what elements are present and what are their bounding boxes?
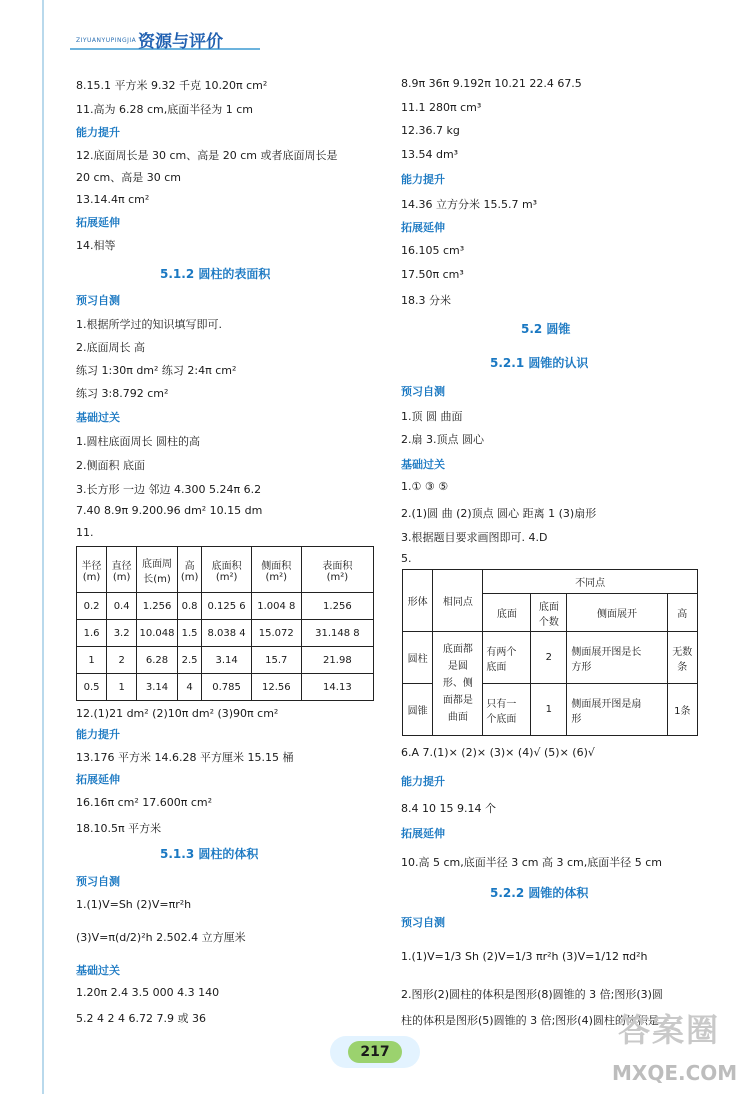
answer-line: 1.(1)V=1/3 Sh (2)V=1/3 πr²h (3)V=1/12 πd²h xyxy=(401,950,648,963)
section-label: 拓展延伸 xyxy=(76,773,120,786)
answer-line: 2.(1)圆 曲 (2)顶点 圆心 距离 1 (3)扇形 xyxy=(401,507,597,520)
table-cell: 15.072 xyxy=(251,620,301,647)
answer-line: 2.侧面积 底面 xyxy=(76,459,145,472)
table-cell: 0.8 xyxy=(177,593,202,620)
table-row xyxy=(77,593,374,620)
table-cell: 15.7 xyxy=(251,647,301,674)
table-cell: 0.4 xyxy=(107,593,137,620)
table-cell: 1.5 xyxy=(177,620,202,647)
answer-line: 练习 3:8.792 cm² xyxy=(76,387,169,400)
answer-line: 3.根据题目要求画图即可. 4.D xyxy=(401,531,548,544)
section-label: 拓展延伸 xyxy=(401,827,445,840)
section-label: 能力提升 xyxy=(401,173,445,186)
answer-line: 3.长方形 一边 邻边 4.300 5.24π 6.2 xyxy=(76,483,262,496)
answer-line: 14.相等 xyxy=(76,239,116,252)
section-label: 基础过关 xyxy=(76,411,120,424)
answer-line: 16.16π cm² 17.600π cm² xyxy=(76,796,213,809)
header-cell: 半径 (m) xyxy=(77,547,107,593)
section-label: 预习自测 xyxy=(76,875,120,888)
table-cell: 圆锥 xyxy=(403,684,433,736)
answer-line: 6.A 7.(1)× (2)× (3)× (4)√ (5)× (6)√ xyxy=(401,746,595,759)
header-cell: 直径 (m) xyxy=(107,547,137,593)
table-cell: 1.6 xyxy=(77,620,107,647)
table-cell: 1 xyxy=(107,674,137,701)
answer-line: 20 cm、高是 30 cm xyxy=(76,171,182,184)
answer-line: 11. xyxy=(76,526,94,539)
answer-line: 练习 1:30π dm² 练习 2:4π cm² xyxy=(76,364,237,377)
answer-line: 5.2 4 2 4 6.72 7.9 或 36 xyxy=(76,1012,206,1025)
answer-line: 13.176 平方米 14.6.28 平方厘米 15.15 桶 xyxy=(76,751,294,764)
answer-line: 2.图形(2)圆柱的体积是图形(8)圆锥的 3 倍;图形(3)圆 xyxy=(401,988,663,1001)
table-cell: 6.28 xyxy=(137,647,178,674)
header-cell: 底面 xyxy=(483,594,531,632)
table-cell: 0.785 xyxy=(202,674,251,701)
answer-line: 1.20π 2.4 3.5 000 4.3 140 xyxy=(76,986,220,999)
header-cell: 相同点 xyxy=(433,570,483,632)
table-cell: 3.14 xyxy=(137,674,178,701)
table-cell: 3.2 xyxy=(107,620,137,647)
section-heading: 5.2 圆锥 xyxy=(521,322,571,336)
table-cell: 1.256 xyxy=(301,593,373,620)
section-label: 能力提升 xyxy=(76,126,120,139)
page-number: 217 xyxy=(348,1041,402,1063)
table-cell: 1.256 xyxy=(137,593,178,620)
answer-line: 柱的体积是图形(5)圆锥的 3 倍;图形(4)圆柱的体积是 xyxy=(401,1014,659,1027)
answer-line: (3)V=π(d/2)²h 2.502.4 立方厘米 xyxy=(76,931,246,944)
answer-line: 8.9π 36π 9.192π 10.21 22.4 67.5 xyxy=(401,77,582,90)
answer-line: 18.3 分米 xyxy=(401,294,451,307)
table-row xyxy=(403,632,698,684)
subsection-heading: 5.1.3 圆柱的体积 xyxy=(160,847,259,861)
table-cell: 底面都 是圆 形、侧 面都是 曲面 xyxy=(433,632,483,736)
header-cell: 表面积 (m²) xyxy=(301,547,373,593)
answer-line: 14.36 立方分米 15.5.7 m³ xyxy=(401,198,538,211)
section-label: 预习自测 xyxy=(401,385,445,398)
section-label: 能力提升 xyxy=(76,728,120,741)
table-cell: 2 xyxy=(107,647,137,674)
header-cell: 高 (m) xyxy=(177,547,202,593)
table-cell: 1条 xyxy=(667,684,697,736)
header-cell: 高 xyxy=(667,594,697,632)
header-cell: 底面周 长(m) xyxy=(137,547,178,593)
answer-line: 11.1 280π cm³ xyxy=(401,101,482,114)
header-cell: 底面 个数 xyxy=(531,594,567,632)
answer-line: 1.① ③ ⑤ xyxy=(401,480,449,493)
table-row xyxy=(77,674,374,701)
margin-line xyxy=(42,0,44,1094)
table-cell: 1.004 8 xyxy=(251,593,301,620)
table-header-row xyxy=(77,547,374,593)
table-cell: 无数 条 xyxy=(667,632,697,684)
table-cell: 1 xyxy=(531,684,567,736)
answer-line: 12.36.7 kg xyxy=(401,124,460,137)
header-cell: 形体 xyxy=(403,570,433,632)
header-cell: 不同点 xyxy=(483,570,698,594)
table-cell: 侧面展开图是扇 形 xyxy=(567,684,667,736)
header-cell: 底面积 (m²) xyxy=(202,547,251,593)
answer-line: 11.高为 6.28 cm,底面半径为 1 cm xyxy=(76,103,253,116)
table-cell: 4 xyxy=(177,674,202,701)
table-cell: 只有一 个底面 xyxy=(483,684,531,736)
answer-line: 17.50π cm³ xyxy=(401,268,464,281)
section-label: 能力提升 xyxy=(401,775,445,788)
cylinder-table xyxy=(76,546,374,701)
answer-line: 5. xyxy=(401,552,412,565)
section-label: 预习自测 xyxy=(401,916,445,929)
watermark xyxy=(612,1005,748,1091)
answer-line: 18.10.5π 平方米 xyxy=(76,822,162,835)
table-row xyxy=(77,647,374,674)
answer-line: 1.圆柱底面周长 圆柱的高 xyxy=(76,435,200,448)
header-pinyin: ZIYUANYUPINGJIA xyxy=(76,37,137,44)
table-header-row xyxy=(403,570,698,594)
section-label: 拓展延伸 xyxy=(401,221,445,234)
cone-table xyxy=(402,569,698,736)
answer-line: 2.底面周长 高 xyxy=(76,341,145,354)
table-cell: 侧面展开图是长 方形 xyxy=(567,632,667,684)
table-cell: 8.038 4 xyxy=(202,620,251,647)
header-title: 资源与评价 xyxy=(138,32,223,52)
section-label: 拓展延伸 xyxy=(76,216,120,229)
table-cell: 0.125 6 xyxy=(202,593,251,620)
section-label: 预习自测 xyxy=(76,294,120,307)
answer-line: 2.扇 3.顶点 圆心 xyxy=(401,433,484,446)
table-cell: 0.5 xyxy=(77,674,107,701)
answer-line: 1.(1)V=Sh (2)V=πr²h xyxy=(76,898,192,911)
table-cell: 3.14 xyxy=(202,647,251,674)
answer-line: 10.高 5 cm,底面半径 3 cm 高 3 cm,底面半径 5 cm xyxy=(401,856,663,869)
table-cell: 31.148 8 xyxy=(301,620,373,647)
answer-line: 13.54 dm³ xyxy=(401,148,459,161)
table-cell: 10.048 xyxy=(137,620,178,647)
header-cell: 侧面展开 xyxy=(567,594,667,632)
table-cell: 有两个 底面 xyxy=(483,632,531,684)
subsection-heading: 5.2.2 圆锥的体积 xyxy=(490,886,589,900)
table-cell: 14.13 xyxy=(301,674,373,701)
table-cell: 0.2 xyxy=(77,593,107,620)
answer-line: 12.(1)21 dm² (2)10π dm² (3)90π cm² xyxy=(76,707,279,720)
watermark-logo: 答案圈 xyxy=(618,1011,721,1049)
header-cell: 侧面积 (m²) xyxy=(251,547,301,593)
section-label: 基础过关 xyxy=(401,458,445,471)
subsection-heading: 5.2.1 圆锥的认识 xyxy=(490,356,589,370)
table-row xyxy=(77,620,374,647)
table-cell: 21.98 xyxy=(301,647,373,674)
section-label: 基础过关 xyxy=(76,964,120,977)
table-cell: 圆柱 xyxy=(403,632,433,684)
table-cell: 12.56 xyxy=(251,674,301,701)
answer-line: 12.底面周长是 30 cm、高是 20 cm 或者底面周长是 xyxy=(76,149,338,162)
answer-line: 8.4 10 15 9.14 个 xyxy=(401,802,496,815)
answer-line: 7.40 8.9π 9.200.96 dm² 10.15 dm xyxy=(76,504,263,517)
table-cell: 1 xyxy=(77,647,107,674)
answer-line: 8.15.1 平方米 9.32 千克 10.20π cm² xyxy=(76,79,268,92)
table-cell: 2 xyxy=(531,632,567,684)
answer-line: 16.105 cm³ xyxy=(401,244,465,257)
answer-line: 1.根据所学过的知识填写即可. xyxy=(76,318,222,331)
answer-line: 13.14.4π cm² xyxy=(76,193,150,206)
subsection-heading: 5.1.2 圆柱的表面积 xyxy=(160,267,271,281)
watermark-url: MXQE.COM xyxy=(612,1061,738,1085)
table-cell: 2.5 xyxy=(177,647,202,674)
answer-line: 1.顶 圆 曲面 xyxy=(401,410,463,423)
